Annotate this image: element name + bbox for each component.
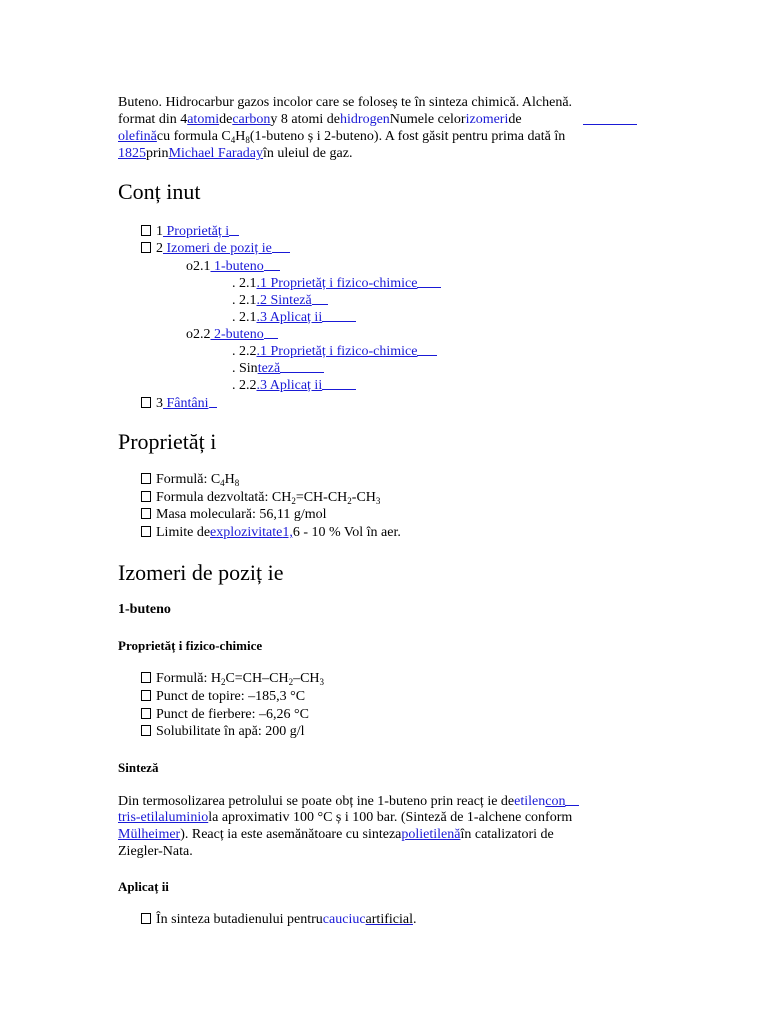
text: Solubilitate în apă: 200 g/l (156, 724, 305, 739)
subscript: 3 (375, 496, 381, 506)
toc-link-1-buteno[interactable]: 1-buteno (210, 259, 264, 274)
toc-prefix: . 2.1 (232, 310, 257, 325)
link-izomeri[interactable]: izomeri (465, 112, 509, 127)
toc-item-2-1-1[interactable] (232, 274, 441, 292)
text: Punct de topire: –185,3 °C (156, 689, 306, 704)
subscript: 2 (347, 496, 352, 506)
link-underline (264, 325, 278, 339)
sinteza-line-3 (118, 826, 554, 843)
sinteza-line-4: Ziegler-Nata. (118, 844, 193, 859)
link-underline (565, 792, 579, 806)
toc-item-2-2[interactable] (186, 325, 278, 343)
toc-item-1[interactable] (141, 222, 239, 240)
list-item-limite (141, 524, 401, 541)
bullet-icon (141, 526, 151, 537)
text: la aproximativ 100 °C ș i 100 bar. (Sinteză de 1-alchene conform (208, 810, 573, 825)
intro-line-2 (118, 111, 522, 128)
intro-text: Buteno. Hidrocarbur gazos incolor care se foloseș te în sinteza chimică. Alchenă. (118, 95, 573, 110)
link-cauciuc[interactable]: cauciuc (322, 912, 366, 927)
text: . (412, 912, 417, 927)
toc-prefix: o2.1 (186, 259, 211, 274)
toc-link-aplicatii-2[interactable]: .3 Aplicaț ii (256, 378, 323, 393)
toc-link-proprietati[interactable]: Proprietăț i (163, 224, 230, 239)
toc-prefix: o2.2 (186, 327, 211, 342)
intro-line-1 (118, 94, 572, 111)
link-michael-faraday[interactable]: Michael Faraday (168, 146, 264, 161)
link-underline (264, 257, 280, 271)
toc-item-2[interactable] (141, 239, 290, 257)
bullet-icon (141, 672, 151, 683)
toc-title: Conț inut (118, 179, 201, 204)
bullet-icon (141, 913, 151, 924)
sinteza-line-1 (118, 792, 579, 810)
toc-prefix: . 2.1 (232, 276, 257, 291)
text: Formula dezvoltată: CH (156, 490, 292, 505)
link-atomi[interactable]: atomi (187, 112, 220, 127)
link-underline (312, 291, 328, 305)
text: În sinteza butadienului pentru (156, 912, 323, 927)
toc-prefix: . 2.1 (232, 293, 257, 308)
link-hidrogen[interactable]: hidrogen (340, 112, 390, 127)
text: –CH (293, 671, 320, 686)
subscript: 8 (234, 478, 240, 488)
bullet-icon (141, 473, 151, 484)
bullet-icon (141, 225, 151, 236)
list-item-masa (141, 506, 327, 523)
subscript: 8 (245, 135, 250, 145)
link-explozivitate-num[interactable]: 1, (282, 525, 293, 540)
toc-prefix: . 2.2 (232, 378, 257, 393)
subsection-aplicatii: Aplicaț ii (118, 879, 169, 894)
link-1825[interactable]: 1825 (118, 146, 146, 161)
list-item-solubilitate (141, 723, 305, 740)
text: Numele celor (389, 112, 466, 127)
link-explozivitate[interactable]: explozivitate (210, 525, 283, 540)
toc-item-2-1[interactable] (186, 257, 280, 275)
toc-link-2-buteno[interactable]: 2-buteno (210, 327, 264, 342)
text: de (219, 112, 233, 127)
toc-num: 1 (156, 224, 163, 239)
link-underline (272, 239, 290, 253)
text: Masa moleculară: 56,11 g/mol (156, 507, 327, 522)
subscript: 4 (230, 135, 236, 145)
bullet-icon (141, 708, 151, 719)
link-tris-etilaluminio[interactable]: tris-etilaluminio (118, 810, 209, 825)
toc-link-izomeri[interactable]: Izomeri de poziț ie (163, 241, 272, 256)
toc-link-fantani[interactable]: Fântâni (163, 396, 209, 411)
text: Formulă: C (156, 472, 221, 487)
text: Din termosolizarea petrolului se poate obț ine 1-buteno prin reacț ie de (118, 794, 515, 809)
link-mulheimer[interactable]: Mülheimer (118, 827, 181, 842)
intro-line-4 (118, 145, 352, 162)
subscript: 2 (291, 496, 296, 506)
text: cu formula C (156, 129, 231, 144)
link-con[interactable]: con (545, 794, 566, 809)
toc-item-3[interactable] (141, 394, 217, 412)
text: y 8 atomi de (270, 112, 341, 127)
text: Limite de (156, 525, 211, 540)
text: =CH-CH (295, 490, 348, 505)
toc-link-aplicatii[interactable]: .3 Aplicaț ii (256, 310, 323, 325)
subsection-1-buteno: 1-buteno (118, 602, 171, 617)
toc-item-2-2-1[interactable] (232, 342, 437, 360)
text: în catalizatori de (460, 827, 554, 842)
link-underline (417, 274, 441, 288)
text: Formulă: H (156, 671, 221, 686)
text: 6 - 10 % Vol în aer. (292, 525, 401, 540)
link-carbon[interactable]: carbon (232, 112, 271, 127)
text: ). Reacț ia este asemănătoare cu sinteza (180, 827, 402, 842)
bullet-icon (141, 491, 151, 502)
subscript: 2 (288, 677, 294, 687)
subscript: 3 (319, 677, 325, 687)
toc-prefix: . 2.2 (232, 344, 257, 359)
bullet-icon (141, 508, 151, 519)
list-item-aplicatii (141, 911, 416, 928)
section-title-proprietati: Proprietăț i (118, 429, 217, 454)
link-underline (322, 376, 356, 390)
toc-num: 2 (156, 241, 163, 256)
link-polietilena[interactable]: polietilenă (401, 827, 461, 842)
section-title-izomeri: Izomeri de poziț ie (118, 560, 284, 585)
text: H (235, 129, 246, 144)
list-item-formula (141, 471, 239, 488)
toc-link-sinteza[interactable]: .2 Sinteză (256, 293, 312, 308)
toc-link-sinteza-2[interactable]: teză (257, 361, 281, 376)
list-item-formula-1-buteno (141, 670, 324, 687)
subsection-sinteza: Sinteză (118, 760, 159, 775)
sinteza-line-2 (118, 809, 572, 826)
intro-line-3 (118, 128, 565, 145)
toc-item-2-2-2[interactable] (232, 359, 324, 377)
link-underline (229, 222, 239, 236)
subsection-proprietati-fizico: Proprietăț i fizico-chimice (118, 638, 263, 653)
text: de (508, 112, 522, 127)
subscript: 2 (220, 677, 226, 687)
link-olefina[interactable]: olefină (118, 129, 157, 144)
link-underline (280, 359, 324, 373)
link-artificial[interactable]: artificial (365, 912, 413, 927)
list-item-topire (141, 688, 305, 705)
list-item-fierbere (141, 706, 309, 723)
toc-item-2-1-3[interactable] (232, 308, 356, 326)
toc-num: 3 (156, 396, 163, 411)
text: C=CH–CH (225, 671, 289, 686)
link-etilen[interactable]: etilen (514, 794, 546, 809)
text: în uleiul de gaz. (263, 146, 353, 161)
intro-underline-gap (583, 111, 637, 129)
text: prin (146, 146, 169, 161)
bullet-icon (141, 242, 151, 253)
toc-link-proprietati-fizico-2[interactable]: .1 Proprietăț i fizico-chimice (256, 344, 418, 359)
text: format din 4 (118, 112, 188, 127)
text: Punct de fierbere: –6,26 °C (156, 707, 309, 722)
link-underline (583, 111, 637, 125)
subscript: 4 (220, 478, 225, 488)
text: (1-buteno ș i 2-buteno). A fost găsit pentru prima dată în (249, 129, 566, 144)
toc-item-2-2-3[interactable] (232, 376, 356, 394)
text: H (224, 472, 235, 487)
toc-item-2-1-2[interactable] (232, 291, 328, 309)
link-underline (322, 308, 356, 322)
list-item-formula-dezvoltata (141, 489, 380, 506)
bullet-icon (141, 397, 151, 408)
bullet-icon (141, 725, 151, 736)
text: -CH (351, 490, 376, 505)
toc-prefix: . Sin (232, 361, 258, 376)
link-underline (209, 394, 217, 408)
bullet-icon (141, 690, 151, 701)
link-underline (417, 342, 437, 356)
toc-link-proprietati-fizico[interactable]: .1 Proprietăț i fizico-chimice (256, 276, 418, 291)
